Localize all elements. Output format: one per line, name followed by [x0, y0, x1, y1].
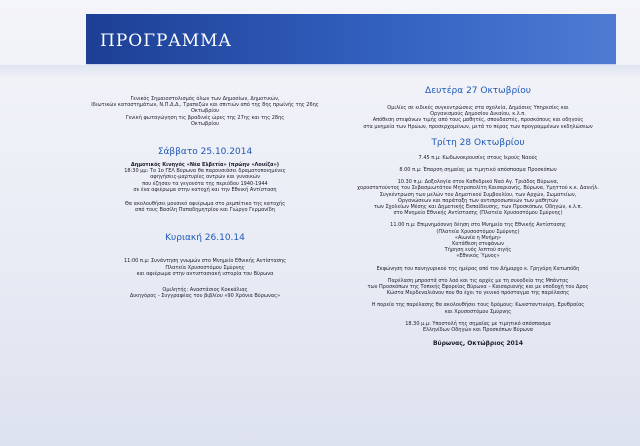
event-line: στο Μνημείο Εθνικής Αντίστασης (Πλατεία Χρυσοστόμου Σμύρνης)	[393, 210, 563, 217]
event-line: Πλατεία Χρυσοστόμου Σμύρνης	[165, 264, 245, 271]
day-heading-monday: Δευτέρα 27 Οκτωβρίου	[425, 86, 531, 96]
event-line: από τους Βασίλη Παπαδημητρίου και Γιώργο Γερμανίδη	[135, 207, 275, 214]
day-heading-tuesday: Τρίτη 28 Οκτωβρίου	[431, 137, 525, 148]
event-line: Κατάθεση στεφάνων	[452, 241, 504, 248]
event-line: Δικηγόρος - Συγγραφέας του βιβλίου «90 Χρόνια Βύρωνας»	[129, 293, 281, 300]
page-title: ΠΡΟΓΡΑΜΜΑ	[100, 31, 232, 51]
event-line: Παρέλαση μπροστά στο λαό και τις αρχές με τη συνοδεία της Μπάντας	[387, 277, 569, 284]
event-line: Οργανώσεων και παράταξη των αντιπροσωπειών των μαθητών	[397, 197, 559, 204]
event-line: 11.00 π.μ: Επιμνημόσυνη δέηση στο Μνημείο της Εθνικής Αντίστασης	[390, 222, 566, 229]
day-heading-saturday: Σάββατο 25.10.2014	[157, 147, 253, 158]
event-line: των Σχολείων Μέσης και Δημοτικής Εκπαίδευσης, των Προσκόπων, Οδηγών, κ.λ.π.	[373, 204, 583, 211]
event-line: στα μνημεία των Ηρώων, προσερχομένων, μετά το πέρας των προγραμμένων εκδηλώσεων	[363, 123, 593, 130]
intro-line: Ιδιωτικών καταστημάτων, Ν.Π.Δ.Δ., Τραπεζών και σπιτιών από της 8ης πρωίνής της 26ης	[91, 102, 319, 109]
intro-line: Γενικός Σημαιοστολισμός όλων των Δημοσίων, Δημοτικών,	[130, 96, 280, 102]
day-heading-sunday: Κυριακή 26.10.14	[165, 233, 245, 244]
event-line: Απόθεση στεφάνων τιμής από τους μαθητές, σπουδαστές, προσκόπους και οδηγούς	[372, 117, 584, 124]
event-line: Οργανισμούς Δημοσίου Δικαίου, κ.λ.π.	[430, 111, 526, 118]
decorative-band	[0, 65, 640, 77]
event-line: 11:00 π.μ: Συνάντηση γνωμών στο Μνημείο Εθνικής Αντίστασης	[123, 258, 287, 265]
event-line: Ελληνίδων Οδηγών και Προσκόπων Βύρωνα	[422, 327, 534, 334]
event-line: 7.45 π.μ: Κωδωνοκρουσίες στους Ιερούς Ναούς	[418, 154, 538, 161]
event-line: Τήρηση ενός λεπτού σιγής	[444, 247, 512, 254]
left-column	[80, 86, 330, 299]
event-line: 18.30 μ.μ: Υποστολή της σημαίας με τιμητικό απόσπασμα	[405, 320, 551, 327]
event-line: Κώστα Μερδεναλιάνου που θα έχει το γενικό πρόσταγμα της παρέλασης	[386, 290, 570, 297]
event-line: σε ένα αφιέρωμα στην κατοχή και την Εθνική Αντίσταση	[133, 186, 277, 193]
intro-line: Οκτωβρίου	[190, 108, 220, 115]
intro-line: Οκτωβρίου	[190, 120, 220, 127]
event-line: Η πορεία της παρέλασης θα ακολουθήσει τους δρόμους: Κωνσταντινέρη, Ερυθραίας	[371, 302, 585, 309]
event-line: (Πλατεία Χρυσοστόμου Σμύρνης)	[436, 228, 520, 235]
event-line: 10.30 π.μ: Δοξολογία στον Καθεδρικό Ναό Αγ. Τριάδος Βύρωνα,	[397, 179, 559, 186]
event-line: χοροστατούντος του Σεβασμιωτάτου Μητροπολίτη Καισαριανής, Βύρωνα, Υμηττού κ.κ. Δανιήλ.	[357, 185, 599, 192]
signature-date: Βύρωνας, Οκτώβριος 2014	[432, 340, 524, 348]
event-line: αφηγήσεις-μαρτυρίες αντρών και γυναικών	[150, 174, 260, 181]
event-line: 18:30 μμ: Το 1ο ΓΕΛ Βύρωνα θα παρουσιάσει δραματοποιημένες	[124, 168, 286, 175]
event-line: Δημοτικός Κινηγός «Νέα Ελβετία» (πρώην «Λουίζα»)	[130, 162, 280, 169]
event-line: και αφιέρωμα στην αντιστασιακή ιστορία του Βύρωνα	[136, 270, 274, 277]
right-column	[318, 86, 638, 347]
event-line: Ομιλητής: Αναστάσιος Κοκκάλιας	[162, 287, 248, 294]
event-line: «Εθνικός Ύμνος»	[456, 253, 500, 260]
event-line: Ομιλίες σε ειδικές συγκεντρώσεις στα σχολεία, Δημόσιες Υπηρεσίες και	[387, 105, 569, 111]
event-line: και Χρυσοστόμου Σμύρνης	[444, 308, 512, 315]
event-line: που έζησαν τα γεγονότα της περιόδου 1940-1944	[142, 180, 268, 187]
event-line: Θα ακολουθήσει μουσικό αφιέρωμα στο ρεμπέτικο της κατοχής	[124, 201, 286, 208]
event-line: 8.00 π.μ: Έπαρση σημαίας με τιμητικό απόσπασμα Προσκόπων	[399, 167, 557, 174]
event-line: των Προσκόπων της Τοπικής Εφορείας Βύρωνα – Καισαριανής και με υποδοχή του Δρος	[367, 284, 589, 291]
event-line: Εκφώνηση του πανηγυρικού της ημέρας από τον Δήμαρχο κ. Γρηγόρη Κατωπόδη	[376, 265, 580, 272]
event-line: Συγκέντρωση των μελών του Δημοτικού Συμβουλίου, των Αρχών, Σωματείων,	[379, 191, 577, 198]
intro-line: Γενική φωταγώγηση τις βραδινές ώρες της 27ης και της 28ης	[125, 114, 285, 121]
event-line: «Αιωνία η Μνήμη»	[454, 234, 502, 241]
